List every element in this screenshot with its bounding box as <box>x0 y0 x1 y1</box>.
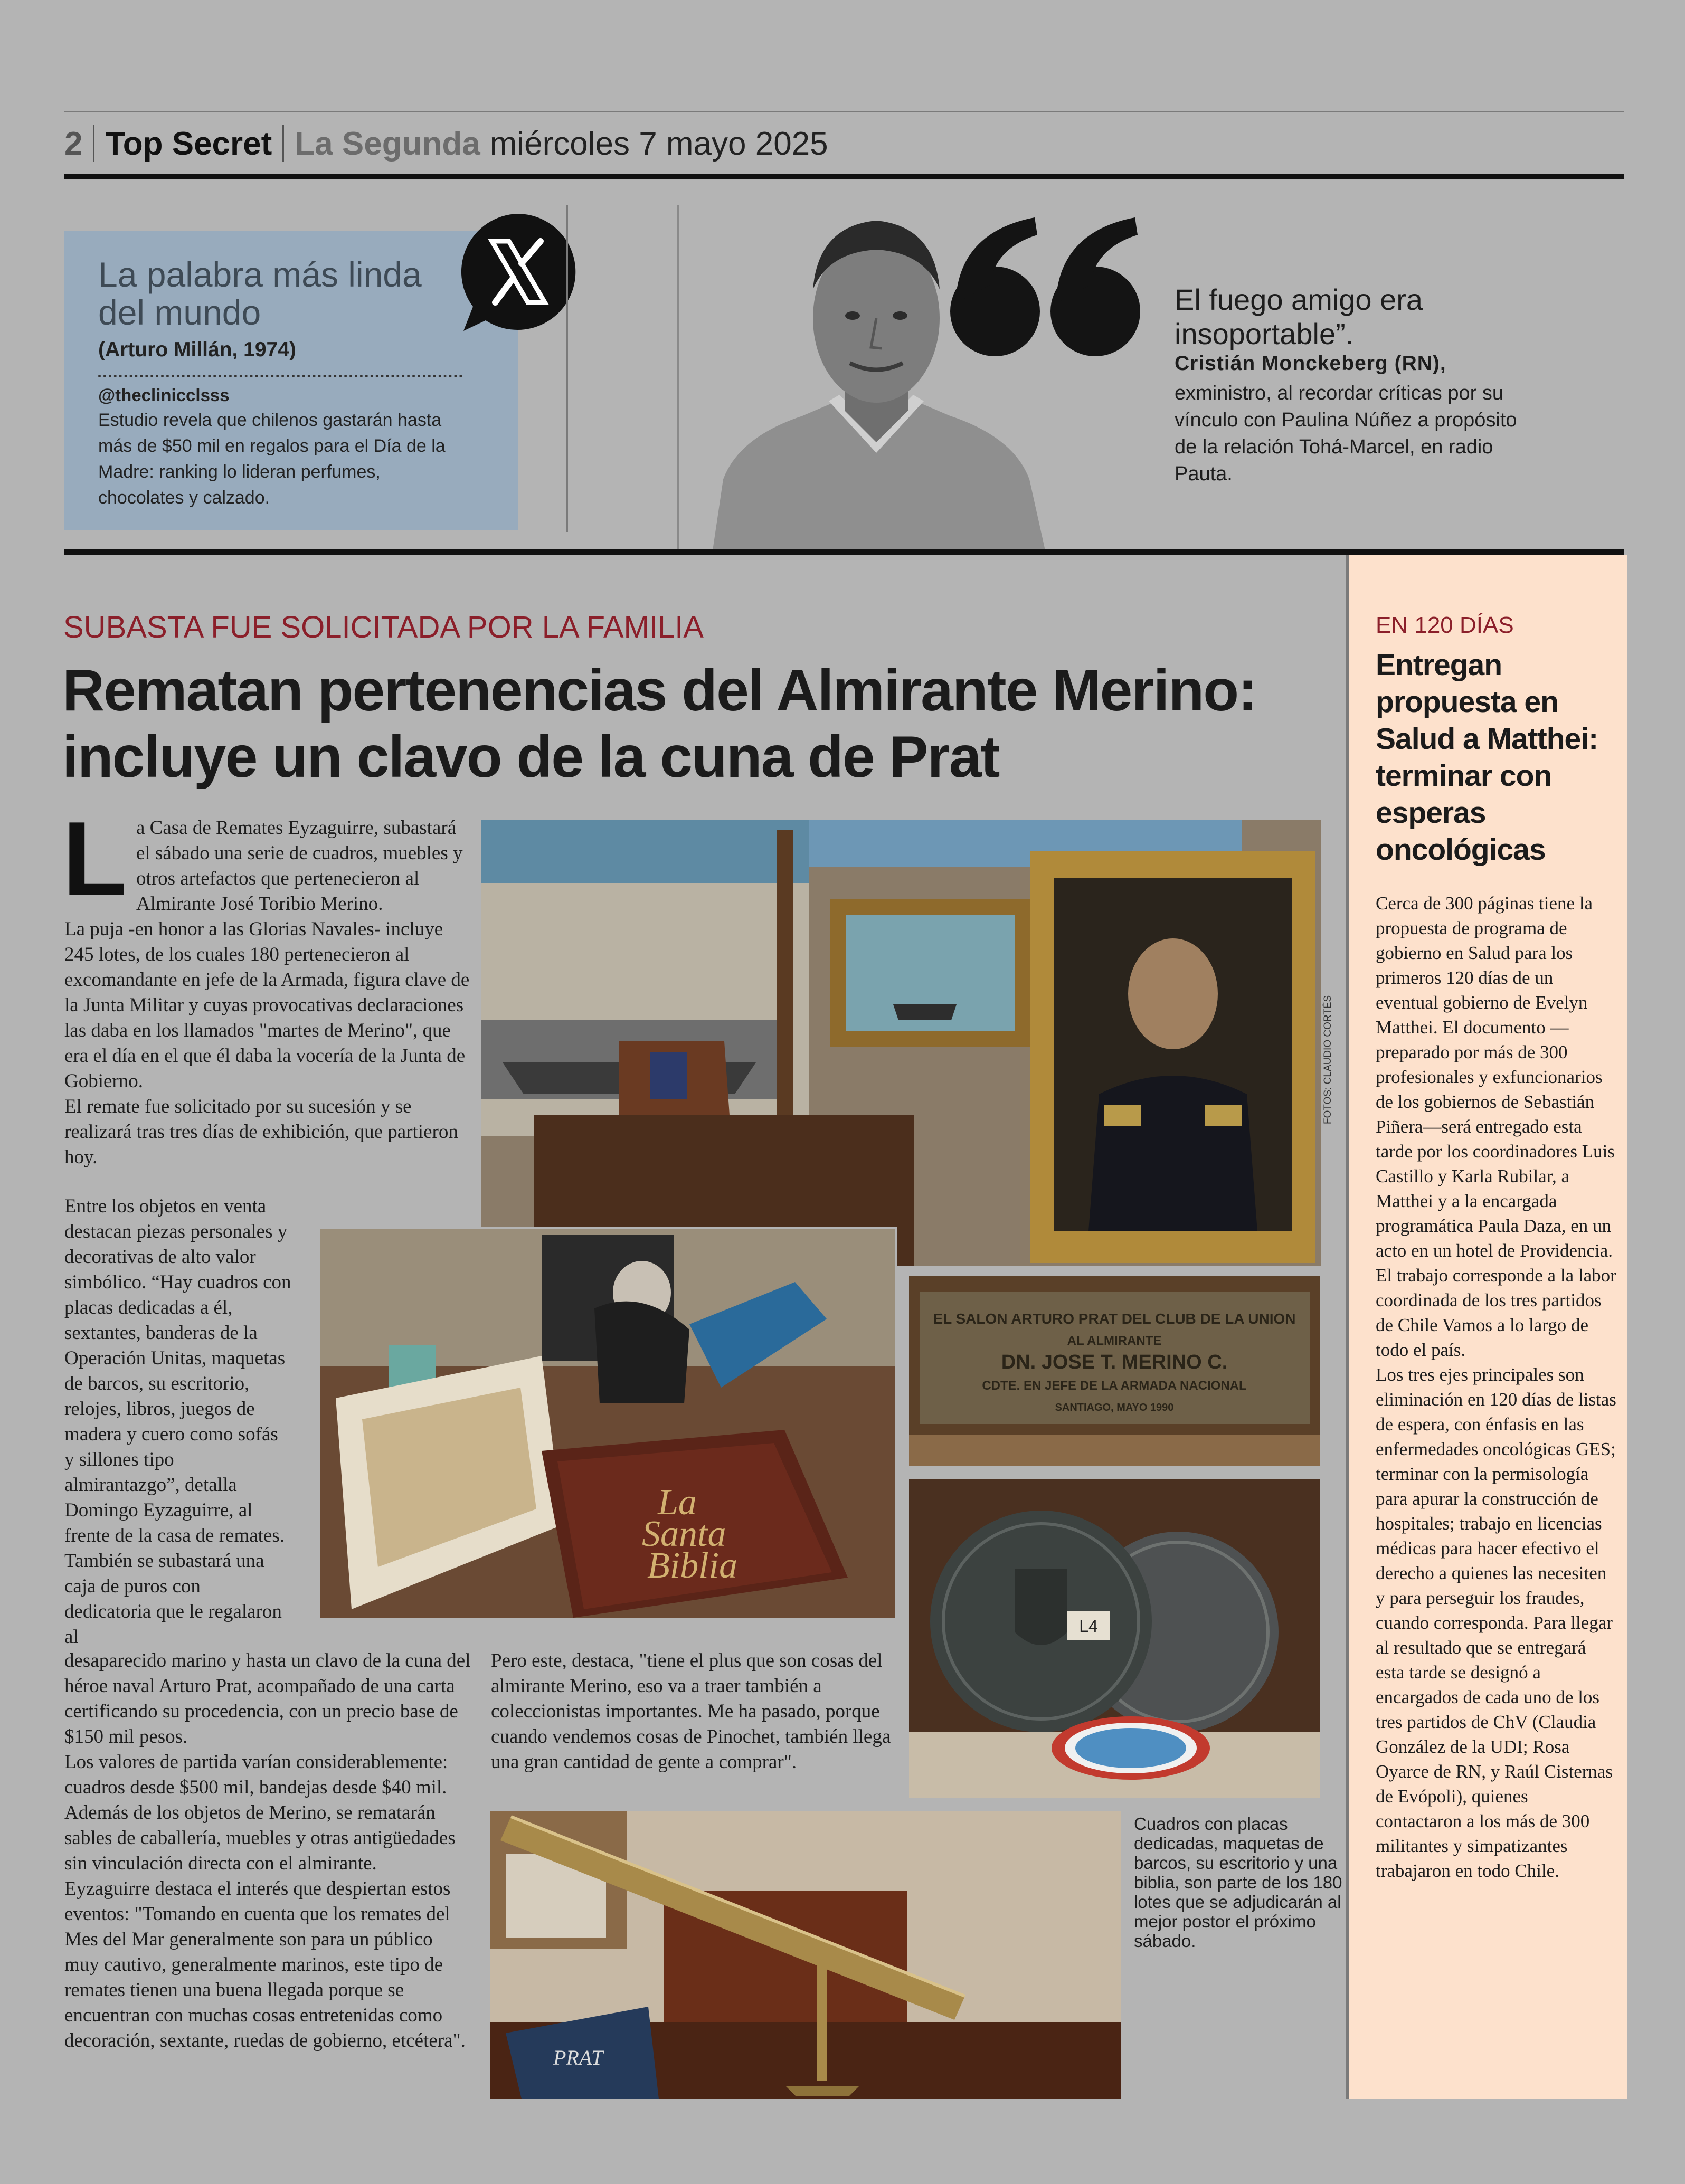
book-cover-text: PRAT <box>553 2046 603 2069</box>
sidebar-paragraph: Cerca de 300 páginas tiene la propuesta de programa de gobierno en Salud para los primeros 120 días de un eventual gobierno de Evelyn Matthei. El documento —preparado por más de 300 profesionales y exfuncionarios de los gobiernos de Sebastián Piñera—será entregado esta tarde por los coordinadores Luis Castillo y Karla Rubilar, a Matthei y a la encargada programática Paula Daza, en un acto en un hotel de Providencia. El trabajo corresponde a la labor coordinada de los tres partidos de Chile Vamos a lo largo de todo el país. <box>1376 893 1616 1360</box>
article-kicker: SUBASTA FUE SOLICITADA POR LA FAMILIA <box>63 610 704 644</box>
tweet-handle: @theclinicclsss <box>98 385 230 405</box>
article-column-1 <box>62 800 471 1170</box>
column-divider <box>566 205 568 532</box>
photo-credit: FOTOS: CLAUDIO CORTÉS <box>1322 995 1333 1124</box>
medals-photo <box>909 1479 1320 1798</box>
telescope-photo <box>490 1811 1121 2099</box>
quote-author: Cristián Monckeberg (RN), <box>1175 352 1446 375</box>
article-paragraph: La puja -en honor a las Glorias Navales- incluye 245 lotes, de los cuales 180 pertenecieron al excomandante en jefe de la Armada, figura clave de la Junta Militar y cuyas provocativas declaraciones las daba en los llamados "martes de Merino", que era el día en el que él daba la vocería de la Junta de Gobierno. <box>64 918 470 1092</box>
article-paragraph: Pero este, destaca, "tiene el plus que son cosas del almirante Merino, eso va a traer también a coleccionistas importantes. Me ha pasado, porque cuando vendemos cosas de Pinochet, también llega una gran cantidad de gente a comprar". <box>491 1650 891 1773</box>
issue-date: miércoles 7 mayo 2025 <box>489 125 828 162</box>
sidebar-kicker: EN 120 DÍAS <box>1376 612 1514 638</box>
article-paragraph: Entre los objetos en venta destacan piezas personales y decorativas de alto valor simbólico. “Hay cuadros con placas dedicadas a él, sextantes, banderas de la Operación Unitas, maquetas de barcos, su escritorio, relojes, libros, juegos de madera y cuero como sofás y sillones tipo almirantazgo”, detalla Domingo Eyzaguirre, al frente de la casa de remates. <box>64 1195 291 1546</box>
bible-photo <box>318 1227 897 1620</box>
tweet-title: La palabra más linda del mundo <box>98 255 422 332</box>
plaque-line: SANTIAGO, MAYO 1990 <box>1055 1402 1174 1413</box>
masthead <box>64 117 828 170</box>
bible-cover-text: La Santa Biblia <box>642 1482 738 1586</box>
quote-text: El fuego amigo era insoportable”. <box>1175 283 1423 350</box>
article-paragraph: desaparecido marino y hasta un clavo de la cuna del héroe naval Arturo Prat, acompañado de una carta certificando su procedencia, con un precio base de $150 mil pesos. <box>64 1650 471 1748</box>
x-logo-icon <box>454 208 581 335</box>
article-column-2 <box>491 1648 892 1775</box>
tweet-author: (Arturo Millán, 1974) <box>98 338 296 361</box>
quote-context: exministro, al recordar críticas por su vínculo con Paulina Núñez a propósito de la relación Tohá-Marcel, en radio Pauta. <box>1175 382 1517 485</box>
sidebar-body <box>1376 891 1618 1883</box>
article-paragraph: Eyzaguirre destaca el interés que despiertan estos eventos: "Tomando en cuenta que los remates del Mes del Mar generalmente son para un público muy cautivo, generalmente marinos, este tipo de remates tienen una buena llegada porque se encuentran con muchas cosas entretenidas como decoración, sextante, ruedas de gobierno, etcétera". <box>64 1878 466 2052</box>
plaque-line: CDTE. EN JEFE DE LA ARMADA NACIONAL <box>982 1379 1247 1393</box>
photo-caption: Cuadros con placas dedicadas, maquetas de barcos, su escritorio y una biblia, son parte de los 180 lotes que se adjudicarán al mejor postor el próximo sábado. <box>1134 1814 1342 1951</box>
article-headline: Rematan pertenencias del Almirante Merino: incluye un clavo de la cuna de Prat <box>62 658 1257 790</box>
section-rule <box>64 549 1624 555</box>
header-rule <box>64 174 1624 179</box>
page-number: 2 <box>64 125 83 162</box>
article-paragraph: El remate fue solicitado por su sucesión y se realizará tras tres días de exhibición, que partieron hoy. <box>64 1096 458 1168</box>
article-paragraph: Los valores de partida varían considerablemente: cuadros desde $500 mil, bandejas desde $40 mil. Además de los objetos de Merino, se rematarán sables de caballería, muebles y otras antigüedades sin vinculación directa con el almirante. <box>64 1751 456 1874</box>
article-column-1-narrow <box>64 1194 291 1650</box>
tweet-body: Estudio revela que chilenos gastarán hasta más de $50 mil en regalos para el Día de la Madre: ranking lo lideran perfumes, chocolates y calzado. <box>98 410 446 508</box>
article-column-1-bottom <box>64 1648 471 2054</box>
sidebar-headline: Entregan propuesta en Salud a Matthei: terminar con esperas oncológicas <box>1376 648 1598 867</box>
plaque-line: DN. JOSE T. MERINO C. <box>1001 1351 1228 1373</box>
masthead-divider <box>93 125 94 162</box>
article-lead: a Casa de Remates Eyzaguirre, subastará el sábado una serie de cuadros, muebles y otros artefactos que pertenecieron al Almirante José Toribio Merino. <box>136 817 463 915</box>
column-divider <box>677 205 679 553</box>
quote-marks-icon <box>945 211 1146 359</box>
auction-room-photo <box>481 820 1321 1266</box>
dotted-divider <box>98 375 462 377</box>
sidebar-paragraph: Los tres ejes principales son eliminación en 120 días de listas de espera, con énfasis en las enfermedades oncológicas GES; terminar con la permisología para apurar la construcción de hospitales; trabajo en licencias médicas para hacer efectivo el derecho a quienes las necesiten y para perseguir los fraudes, cuando corresponda. Para llegar al resultado que se entregará esta tarde se designó a encargados de cada uno de los tres partidos de ChV (Claudia González de la UDI; Rosa Oyarce de RN, y Raúl Cisternas de Evópoli), quienes contactaron a los más de 300 militantes y simpatizantes trabajaron en todo Chile. <box>1376 1364 1616 1881</box>
plaque-line: AL ALMIRANTE <box>1067 1334 1162 1348</box>
drop-cap: L <box>62 800 127 918</box>
article-paragraph: También se subastará una caja de puros con dedicatoria que le regalaron al <box>64 1550 282 1648</box>
section-name: Top Secret <box>105 125 272 162</box>
paper-name: La Segunda <box>295 125 480 162</box>
medal-tag: L4 <box>1079 1617 1098 1636</box>
plaque-photo <box>909 1276 1320 1466</box>
header-top-rule <box>64 111 1624 112</box>
plaque-line: EL SALON ARTURO PRAT DEL CLUB DE LA UNION <box>933 1311 1296 1327</box>
masthead-divider <box>282 125 284 162</box>
